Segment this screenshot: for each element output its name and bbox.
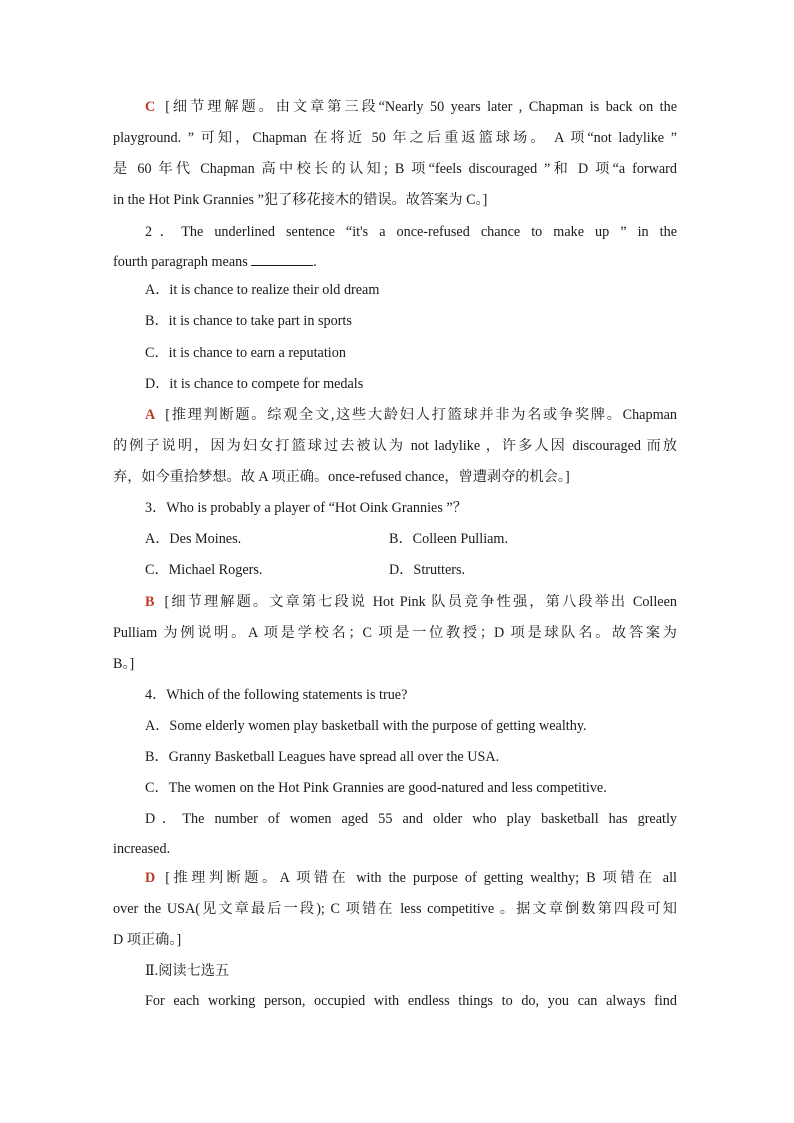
q4-explain-line-2: over the USA(见文章最后一段); C 项错在 less competitive 。据文章倒数第四段可知: [113, 901, 677, 917]
q4-option-a: A．Some elderly women play basketball with the purpose of getting wealthy.: [145, 718, 587, 734]
q3-answer: B: [145, 594, 155, 610]
q2-option-b: B．it is chance to take part in sports: [145, 313, 352, 329]
section-title: Ⅱ.阅读七选五: [145, 963, 230, 979]
q1-explain-line-1: C [细节理解题。由文章第三段“Nearly 50 years later , Chapman is back on the: [145, 99, 677, 115]
q3-explain-line-1: B [细节理解题。文章第七段说 Hot Pink 队员竞争性强，第八段举出 Colleen: [145, 594, 677, 610]
q2-answer: A: [145, 407, 156, 423]
q4-option-b: B．Granny Basketball Leagues have spread all over the USA.: [145, 749, 500, 765]
q2-stem-line-2: fourth paragraph means .: [113, 254, 317, 270]
q2-explain-line-2: 的例子说明，因为妇女打篮球过去被认为 not ladylike ，许多人因 discouraged 而放: [113, 438, 677, 454]
q3-option-b: B．Colleen Pulliam.: [389, 531, 509, 547]
q2-explain-line-1: A [推理判断题。综观全文,这些大龄妇人打篮球并非为名或争奖牌。Chapman: [145, 407, 677, 423]
answer-blank: [251, 252, 313, 266]
q4-option-d-cont: increased.: [113, 841, 171, 857]
q1-explain-line-2: playground. ” 可知，Chapman 在将近 50 年之后重返篮球场。 A 项“not ladylike ”: [113, 130, 677, 146]
q3-explain-line-2: Pulliam 为例说明。A 项是学校名；C 项是一位教授；D 项是球队名。故答案为: [113, 625, 677, 641]
q2-option-c: C．it is chance to earn a reputation: [145, 345, 346, 361]
q3-explain-line-3: B。]: [113, 656, 135, 672]
q1-answer: C: [145, 99, 156, 115]
q3-option-d: D．Strutters.: [389, 562, 466, 578]
q2-option-d: D．it is chance to compete for medals: [145, 376, 364, 392]
q2-stem-line-1: 2．The underlined sentence “it's a once-refused chance to make up ” in the: [145, 224, 677, 240]
q2-explain-line-3: 弃，如今重拾梦想。故 A 项正确。once-refused chance，曾遭剥夺的机会。]: [113, 469, 570, 485]
q3-option-c: C．Michael Rogers.: [145, 562, 263, 578]
q4-stem: 4．Which of the following statements is true?: [145, 687, 408, 703]
q4-option-d: D．The number of women aged 55 and older who play basketball has greatly: [145, 811, 677, 827]
q1-explain-line-4: in the Hot Pink Grannies ”犯了移花接木的错误。故答案为 C。]: [113, 192, 488, 208]
passage-line-1: For each working person, occupied with endless things to do, you can always find: [145, 993, 677, 1009]
q4-explain-line-3: D 项正确。]: [113, 932, 182, 948]
q4-explain-line-1: D [推理判断题。A 项错在 with the purpose of getting wealthy; B 项错在 all: [145, 870, 677, 886]
q2-option-a: A．it is chance to realize their old dream: [145, 282, 380, 298]
q1-explain-line-3: 是 60 年代 Chapman 高中校长的认知; B 项“feels discouraged ”和 D 项“a forward: [113, 161, 677, 177]
q4-option-c: C．The women on the Hot Pink Grannies are good-natured and less competitive.: [145, 780, 607, 796]
q3-stem: 3．Who is probably a player of “Hot Oink Grannies ”？: [145, 500, 467, 516]
q3-option-a: A．Des Moines.: [145, 531, 242, 547]
q4-answer: D: [145, 870, 156, 886]
